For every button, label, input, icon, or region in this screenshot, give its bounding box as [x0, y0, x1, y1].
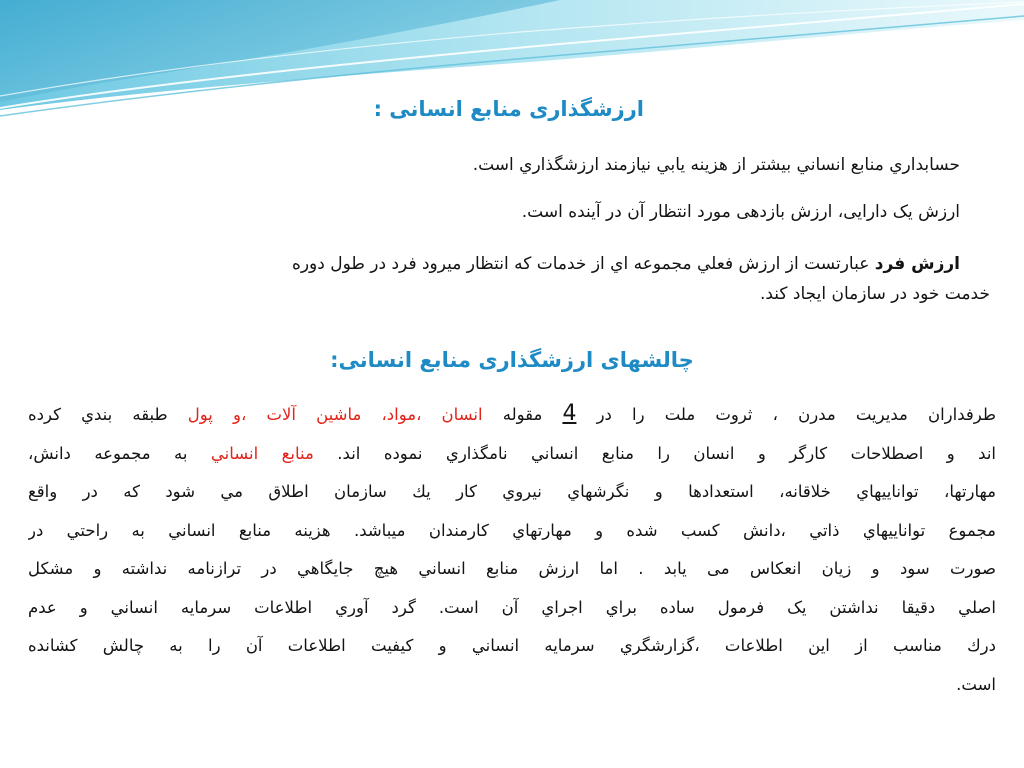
body-line-2	[28, 435, 996, 474]
body-line-4: مجموع تواناييهاي ذاتي ،دانش کسب شده و مهارتهاي کارمندان ميباشد. هزينه منابع انساني به راحتي در	[28, 520, 996, 540]
paragraph-individual-value-line2: خدمت خود در سازمان ایجاد کند.	[759, 284, 990, 304]
section-title-valuation: ارزشگذاری منابع انسانی :	[373, 97, 644, 121]
body-line-7: درك مناسب از این اطلاعات ،گزارشگري سرمايه انساني و کيفيت اطلاعات آن را به چالش كشانده	[28, 636, 996, 655]
body-line-2-text-b: به مجموعه دانش،	[28, 443, 211, 463]
term-individual-value: ارزش فرد	[874, 254, 960, 274]
challenges-paragraph	[28, 395, 996, 704]
paragraph-individual-value-line1: عبارتست از ارزش فعلي مجموعه اي از خدمات که انتظار ميرود فرد در طول دوره	[291, 254, 875, 274]
body-line-3: مهارتها، تواناييهاي خلاقانه، استعدادها و نگرشهاي نيروي کار يك سازمان اطلاق مي شود که در واقع	[28, 482, 996, 501]
body-line-5: صورت سود و زيان انعکاس می یابد . اما ارزش منابع انساني هيچ جايگاهي در ترازنامه نداشته و مشکل	[28, 559, 996, 578]
body-line-8: است.	[956, 674, 996, 694]
body-line-1	[28, 395, 996, 435]
paragraph-individual-value	[80, 249, 990, 309]
body-line-1-text-a: طرفداران مديريت مدرن ، ثروت ملت را در	[576, 405, 996, 424]
paragraph-asset-value: ارزش یک دارایی، ارزش بازدهی مورد انتظار آن در آینده است.	[521, 202, 960, 222]
body-line-6: اصلي دقيقا نداشتن یک فرمول ساده براي اجراي آن است. گرد آوري اطلاعات سرمايه انساني و عدم	[28, 597, 996, 617]
body-number: 4	[562, 401, 577, 426]
body-line-2-text-a: اند و اصطلاحات کارگر و انسان را منابع انساني نامگذاري نموده اند.	[313, 443, 996, 463]
body-line-1-text-c: طبقه بندي کرده	[28, 405, 188, 424]
body-line-1-text-b: مقوله	[482, 405, 563, 424]
highlight-wealth-categories: انسان ،مواد، ماشين آلات ،و پول	[187, 405, 483, 424]
section-title-challenges: چالشهای ارزشگذاری منابع انسانی:	[330, 348, 694, 372]
highlight-human-resources: منابع انساني	[210, 443, 314, 463]
paragraph-hr-accounting: حسابداري منابع انساني بيشتر از هزينه يابي نيازمند ارزشگذاري است.	[472, 155, 960, 175]
